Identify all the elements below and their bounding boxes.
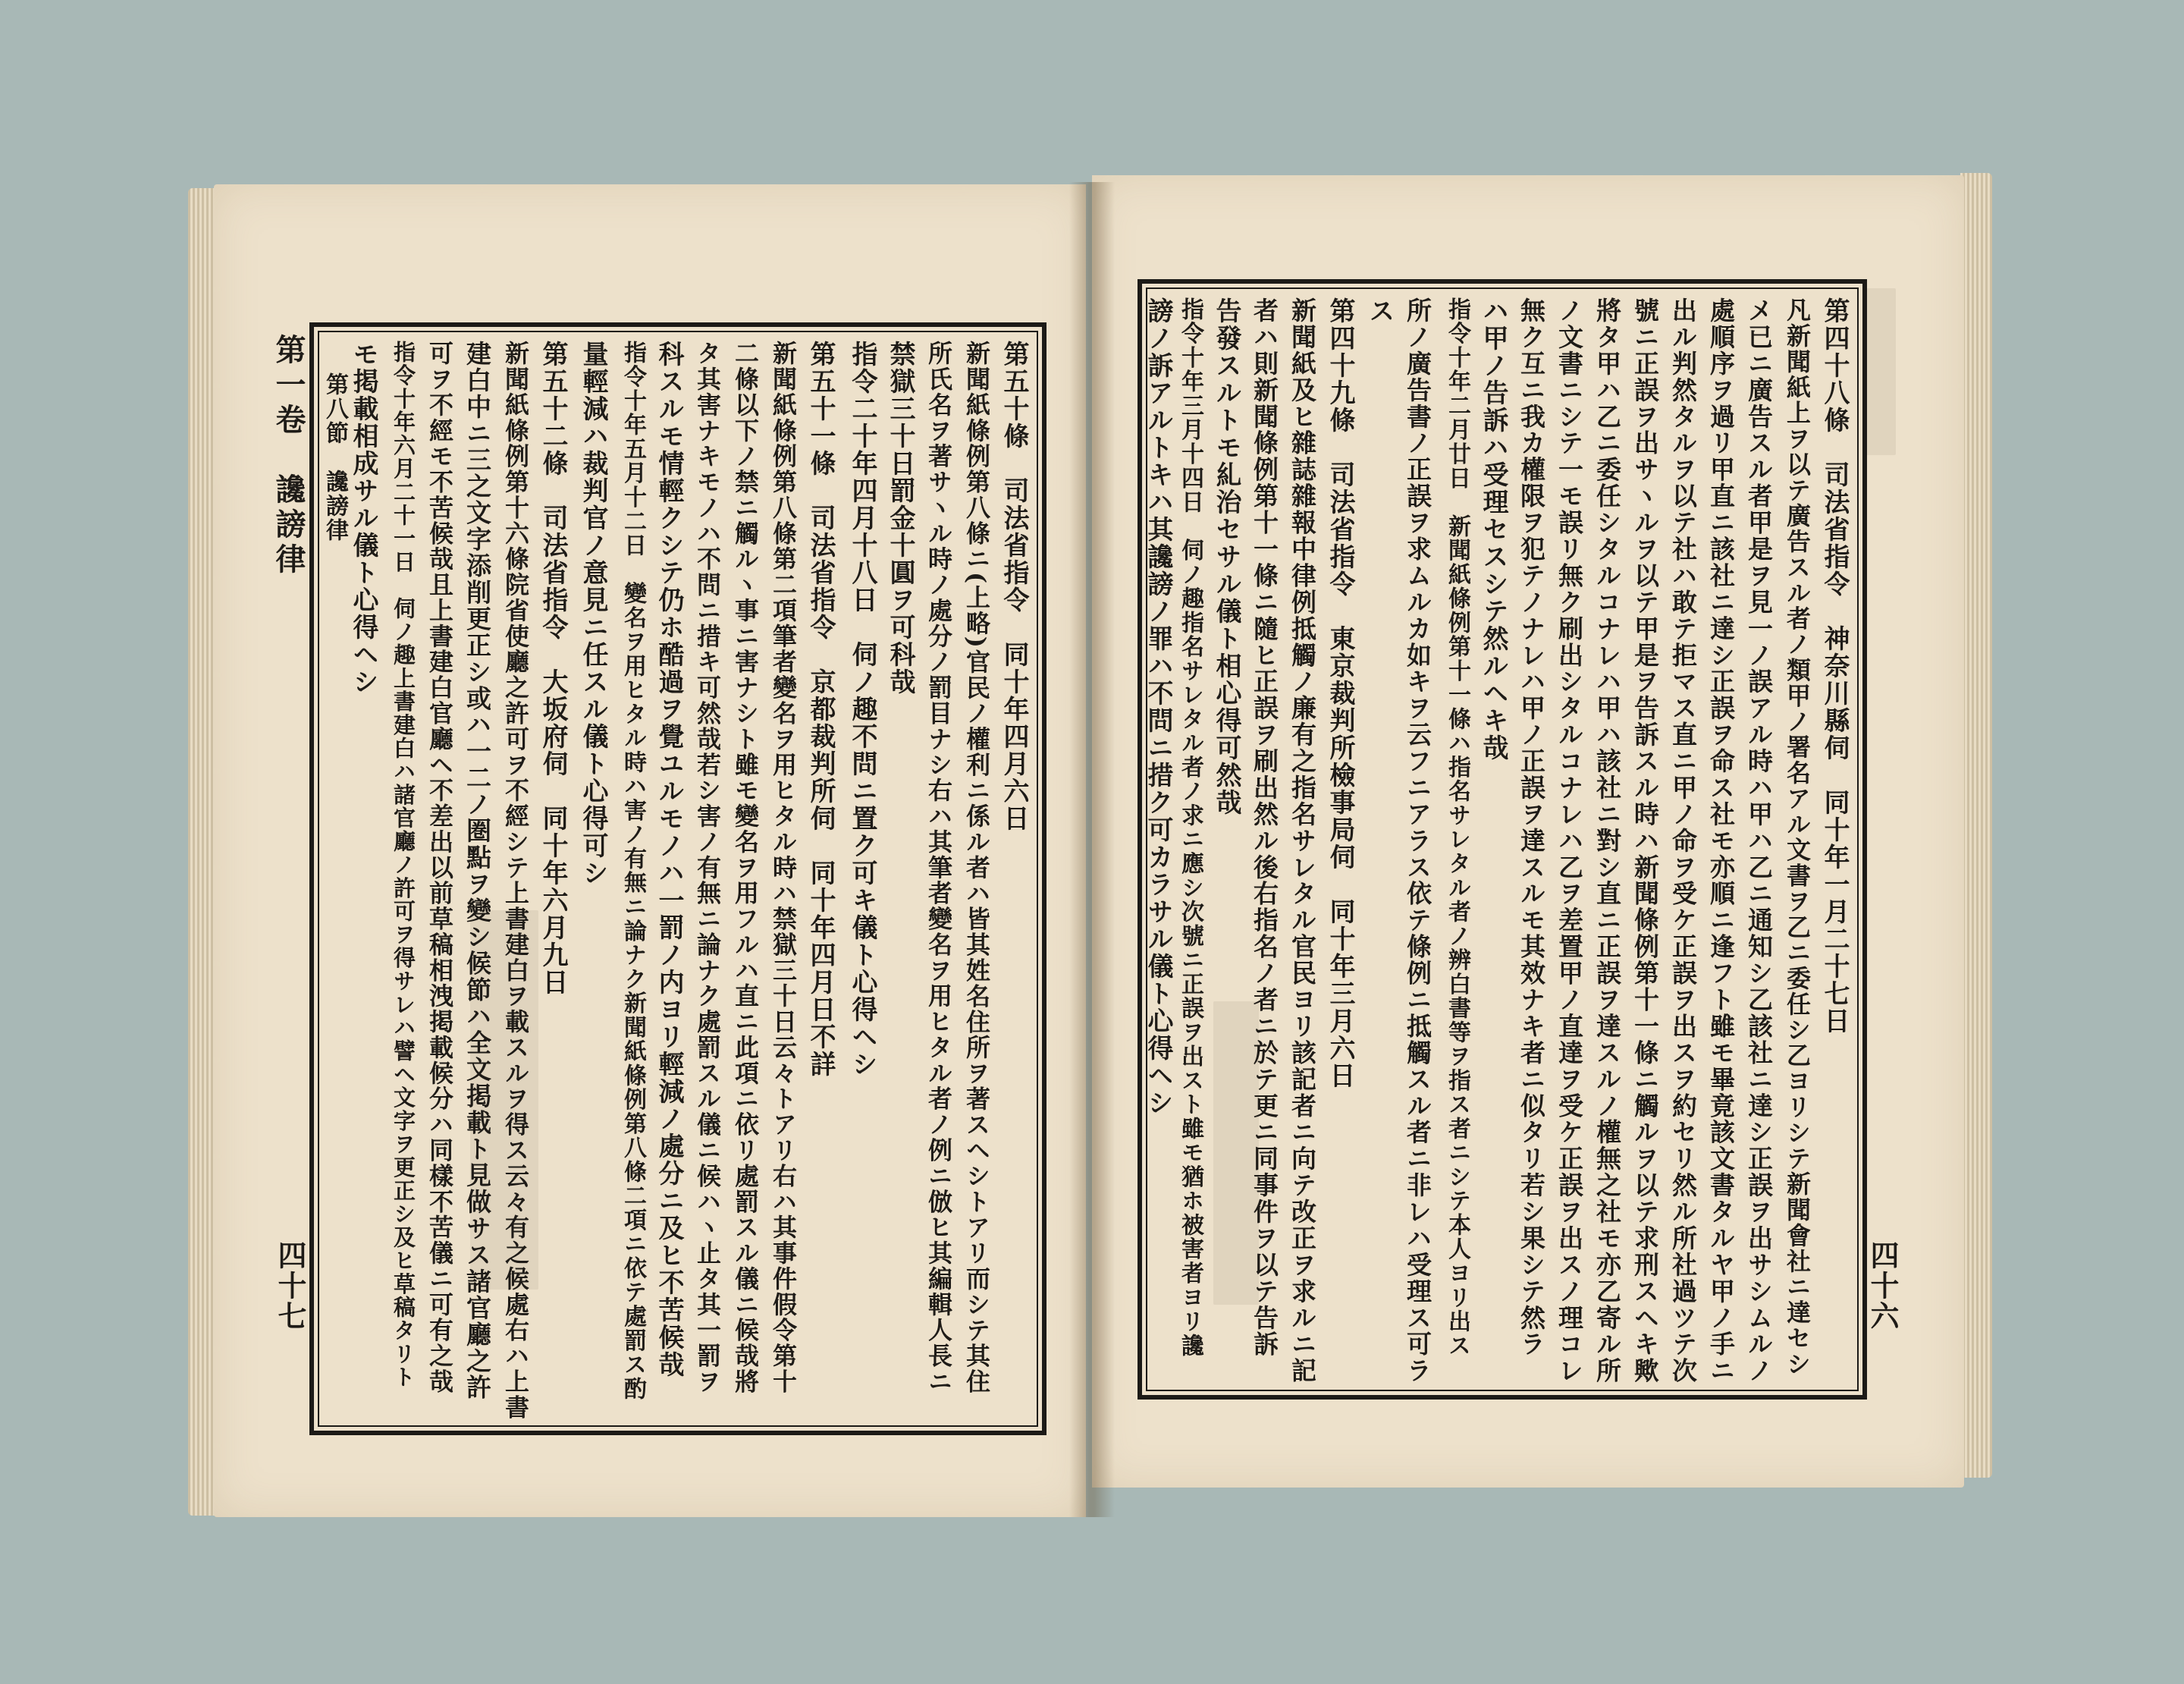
text-column: 處順序ヲ過リ甲直ニ該社ニ達シ正誤ヲ命ス社モ亦順ニ逢フト雖モ畢竟該文書タルヤ甲ノ手ニ (1706, 297, 1736, 1384)
right-text-frame (1138, 279, 1867, 1400)
article-49-heading: 第四十九條 司法省指令 東京裁判所檢事局伺 同十年三月六日 (1325, 297, 1355, 1089)
article-51-heading: 第五十一條 司法省指令 京都裁判所伺 同十年四月日不詳 (805, 341, 836, 1078)
text-column: ハ甲ノ告訴ハ受理セスシテ然ルヘキ哉 (1478, 297, 1508, 762)
text-column: 二條以下ノ禁ニ觸ルヽ事ニ害ナシト雖モ變名ヲ用フルハ直ニ此項ニ依リ處罰スル儀ニ候哉將 (731, 341, 760, 1395)
text-column: モ掲載相成サル儀ト心得ヘシ (348, 341, 378, 696)
text-column: 凡新聞紙上ヲ以テ廣告スル者ノ類甲ノ署名アル文書ヲ乙ニ委任シ乙ヨリシテ新聞會社ニ達セシ (1783, 297, 1812, 1378)
text-column: 所氏名ヲ著サヽル時ノ處分ノ罰目ナシ右ハ其筆者變名ヲ用ヒタル者ノ例ニ倣ヒ其編輯人長ニ (924, 341, 953, 1395)
article-48-heading: 第四十八條 司法省指令 神奈川縣伺 同十年一月二十七日 (1819, 297, 1850, 1035)
show-through (1866, 288, 1896, 455)
book-gutter (1069, 182, 1115, 1517)
article-50-heading: 第五十條 司法省指令 同十年四月六日 (999, 341, 1029, 832)
section-heading: 第八節 讒謗律 (322, 372, 348, 542)
text-column: 科スルモ情輕クシテ仍ホ酷過ヲ覺ユルモノハ一罰ノ内ヨリ輕減ノ處分ニ及ヒ不苦候哉 (654, 341, 684, 1378)
right-page-number: 四十六 (1866, 1240, 1900, 1331)
left-page-number: 四十七 (273, 1240, 307, 1331)
article-52-heading: 第五十二條 司法省指令 大坂府伺 同十年六月九日 (538, 341, 568, 996)
directive-column: 指令十年三月十四日 伺ノ趣指名サレタル者ノ求ニ應シ次號ニ正誤ヲ出スト雖モ猶ホ被害者ヨリ讒 (1177, 297, 1203, 1358)
running-head: 第一卷 讒謗律 (271, 334, 306, 578)
right-page-edges (1960, 173, 1992, 1478)
text-column: 量輕減ハ裁判官ノ意見ニ任スル儀ト心得可シ (578, 341, 608, 887)
text-column: 所ノ廣告書ノ正誤ヲ求ムルカ如キヲ云フニアラス依テ條例ニ抵觸スル者ニ非レハ受理ス可ラ (1403, 297, 1432, 1384)
text-column: 者ハ則新聞條例第十一條ニ隨ヒ正誤ヲ刷出然ル後右指名ノ者ニ於テ更ニ同事件ヲ以テ告訴 (1250, 297, 1279, 1358)
right-columns (1142, 284, 1862, 1395)
text-column: ス (1364, 297, 1395, 325)
text-column: 新聞紙條例第十六條院省使廳之許可ヲ不經シテ上書建白ヲ載スルヲ得ス云々有之候處右ハ上書 (501, 341, 530, 1421)
text-column: タ其害ナキモノハ不問ニ措キ可然哉若シ害ノ有無ニ論ナク處罰スル儀ニ候ハヽ止タ其一罰ヲ (693, 341, 722, 1395)
text-column: 新聞紙及ヒ雜誌雜報中律例抵觸ノ廉有之指名サレタル官民ヨリ該記者ニ向テ改正ヲ求ルニ記 (1288, 297, 1317, 1384)
directive-column: 指令十年二月廿日 新聞紙條例第十一條ハ指名サレタル者ノ辨白書等ヲ指ス者ニシテ本人ヨリ出ス (1444, 297, 1470, 1358)
directive-column: 指令十年五月十二日 變名ヲ用ヒタル時ハ害ノ有無ニ論ナク新聞紙條例第八條二項ニ依テ處罰ス酌 (620, 341, 646, 1401)
text-column: 謗ノ訴アルトキハ其讒謗ノ罪ハ不問ニ措ク可カラサル儀ト心得ヘシ (1143, 297, 1173, 1117)
directive-column: 指令十年六月二十一日 伺ノ趣上書建白ハ諸官廳ノ許可ヲ得サレハ譬ヘ文字ヲ更正シ及ヒ草稿タリト (391, 341, 416, 1389)
text-column: 建白中ニ三之文字添削更正シ或ハ一二ノ圏點ヲ變シ候節ハ全文掲載ト見做サス諸官廳之許 (463, 341, 492, 1401)
text-column: ノ文書ニシテ一モ誤リ無ク刷出シタルコナレハ乙ヲ差置甲ノ直達ヲ受ケ正誤ヲ出スノ理コレ (1555, 297, 1584, 1384)
text-column: 新聞紙條例第八條第二項筆者變名ヲ用ヒタル時ハ禁獄三十日云々トアリ右ハ其事件假令第十 (769, 341, 798, 1395)
text-column: 出ル判然タルヲ以テ社ハ敢テ拒マス直ニ甲ノ命ヲ受ケ正誤ヲ出スヲ約セリ然ル所社過ツテ次 (1668, 297, 1698, 1384)
text-column: 禁獄三十日罰金十圓ヲ可科哉 (885, 341, 915, 696)
text-column: 將タ甲ハ乙ニ委任シタルコナレハ甲ハ該社ニ對シ直ニ正誤ヲ達スルノ權無之社モ亦乙寄ル所 (1592, 297, 1622, 1384)
left-columns (314, 327, 1042, 1431)
left-text-frame (309, 322, 1046, 1435)
text-column: 號ニ正誤ヲ出サヽルヲ以テ甲是ヲ告訴スル時ハ新聞條例第十一條ニ觸ルヲ以テ求刑スヘキ歟 (1630, 297, 1660, 1384)
text-column: 告發スルトモ糺治セサル儀ト相心得可然哉 (1211, 297, 1241, 816)
text-column: 新聞紙條例第八條ニ(上略)官民ノ權利ニ係ル者ハ皆其姓名住所ヲ著スヘシトアリ而シテ其住 (962, 341, 991, 1395)
text-column: 無ク互ニ我カ權限ヲ犯テノナレハ甲ノ正誤ヲ達スルモ其效ナキ者ニ似タリ若シ果シテ然ラ (1517, 297, 1546, 1358)
text-column: メ已ニ廣告スル者甲是ヲ見一ノ誤アル時ハ甲ハ乙ニ通知シ乙該社ニ達シ正誤ヲ出サシムルノ (1744, 297, 1774, 1384)
directive-column: 指令二十年四月十八日 伺ノ趣不問ニ置ク可キ儀ト心得ヘシ (847, 341, 877, 1078)
text-column: 可ヲ不經モ不苦候哉且上書建白官廳ヘ不差出以前草稿相洩掲載候分ハ同樣不苦儀ニ可有之哉 (425, 341, 454, 1395)
